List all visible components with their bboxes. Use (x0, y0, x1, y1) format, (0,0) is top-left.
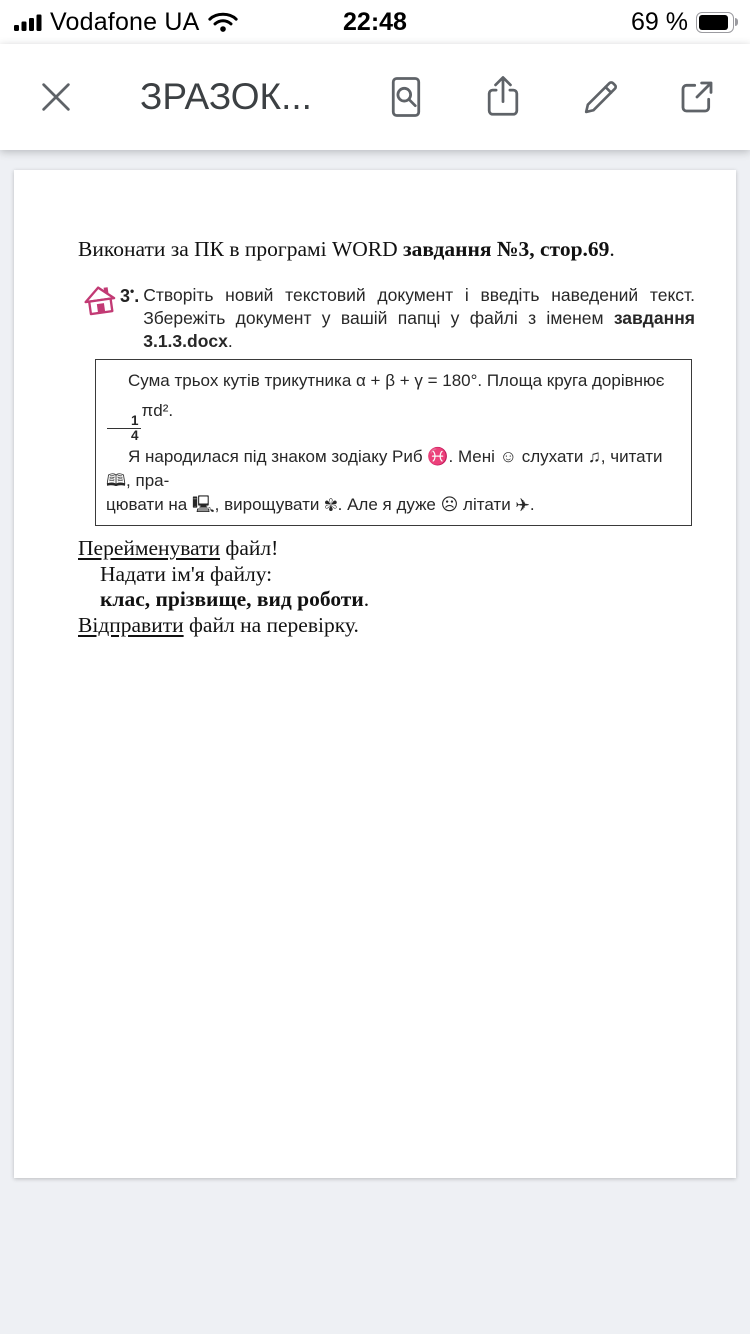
viewer-toolbar (0, 44, 750, 150)
battery-percent-label: 69 % (631, 7, 688, 36)
file-name-format-bold: клас, прізвище, вид роботи (100, 587, 364, 612)
share-icon (482, 74, 524, 120)
send-rest: файл на перевірку. (183, 612, 359, 637)
name-file-instruction: Надати ім'я файлу: (100, 561, 273, 586)
document-page (14, 170, 736, 1178)
send-word: Відправити (78, 612, 184, 637)
open-in-new-button[interactable] (676, 76, 718, 118)
battery-nub (735, 18, 738, 26)
fraction-one-quarter (107, 414, 141, 443)
heading-bold: завдання №3, стор.69 (403, 237, 610, 261)
task-text-end: . (227, 331, 233, 351)
fraction-denominator: 4 (131, 428, 139, 444)
close-button[interactable] (18, 79, 94, 115)
sample-line-2: Я народилася під знаком зодіаку Риб ♓. Мені ☺ слухати ♫, читати 🕮, пра- (106, 447, 663, 491)
rename-instruction (78, 536, 695, 562)
status-bar-left (14, 8, 238, 37)
instructions-footer (78, 536, 695, 638)
wifi-icon (208, 11, 238, 33)
heading-end: . (609, 237, 615, 261)
task-number-dot: . (134, 286, 140, 306)
document-title: ЗРАЗОК... (140, 76, 312, 117)
toolbar-actions (385, 74, 718, 120)
share-button[interactable] (482, 74, 524, 120)
fraction-numerator: 1 (107, 414, 141, 429)
file-name-format-end: . (363, 587, 370, 612)
file-name-format (78, 587, 695, 613)
task-number-bullet: • (130, 284, 135, 298)
sample-line-1-suffix: πd². (141, 401, 174, 420)
send-instruction (78, 613, 695, 639)
assignment-heading (78, 236, 695, 263)
pencil-icon (579, 76, 621, 118)
clock: 22:48 (343, 7, 407, 36)
sample-line-3: цювати на 🖳, вирощувати ✾. Але я дуже ☹ літати ✈. (106, 495, 535, 515)
rename-word: Перейменувати (78, 536, 221, 561)
task-item (82, 283, 695, 353)
cellular-signal-icon (14, 13, 42, 31)
house-icon (82, 283, 118, 319)
task-number (120, 284, 139, 307)
rename-rest: файл! (220, 536, 279, 561)
search-in-document-icon (385, 75, 427, 119)
status-bar-right (631, 8, 738, 37)
sample-line-1 (106, 366, 681, 443)
battery-fill (699, 15, 728, 30)
battery-icon (696, 12, 738, 33)
task-text-body: Створіть новий текстовий документ і введіть наведений текст. Збережіть документ у вашій папці у файлі з іменем (143, 285, 695, 328)
search-in-document-button[interactable] (385, 75, 427, 119)
sample-text-box (95, 359, 692, 526)
heading-text: Виконати за ПК в програмі WORD (78, 237, 404, 261)
open-in-new-icon (676, 76, 718, 118)
task-number-value: 3 (120, 286, 131, 306)
carrier-label: Vodafone UA (50, 7, 200, 36)
status-bar (0, 0, 750, 44)
task-text (143, 284, 695, 353)
task-text-filename: завдання 3.1.3.docx (143, 308, 695, 351)
edit-button[interactable] (579, 76, 621, 118)
close-icon (38, 79, 74, 115)
sample-line-1-text: Сума трьох кутів трикутника α + β + γ = 180°. Площа круга дорівнює (128, 371, 665, 390)
document-canvas[interactable] (0, 150, 750, 1334)
